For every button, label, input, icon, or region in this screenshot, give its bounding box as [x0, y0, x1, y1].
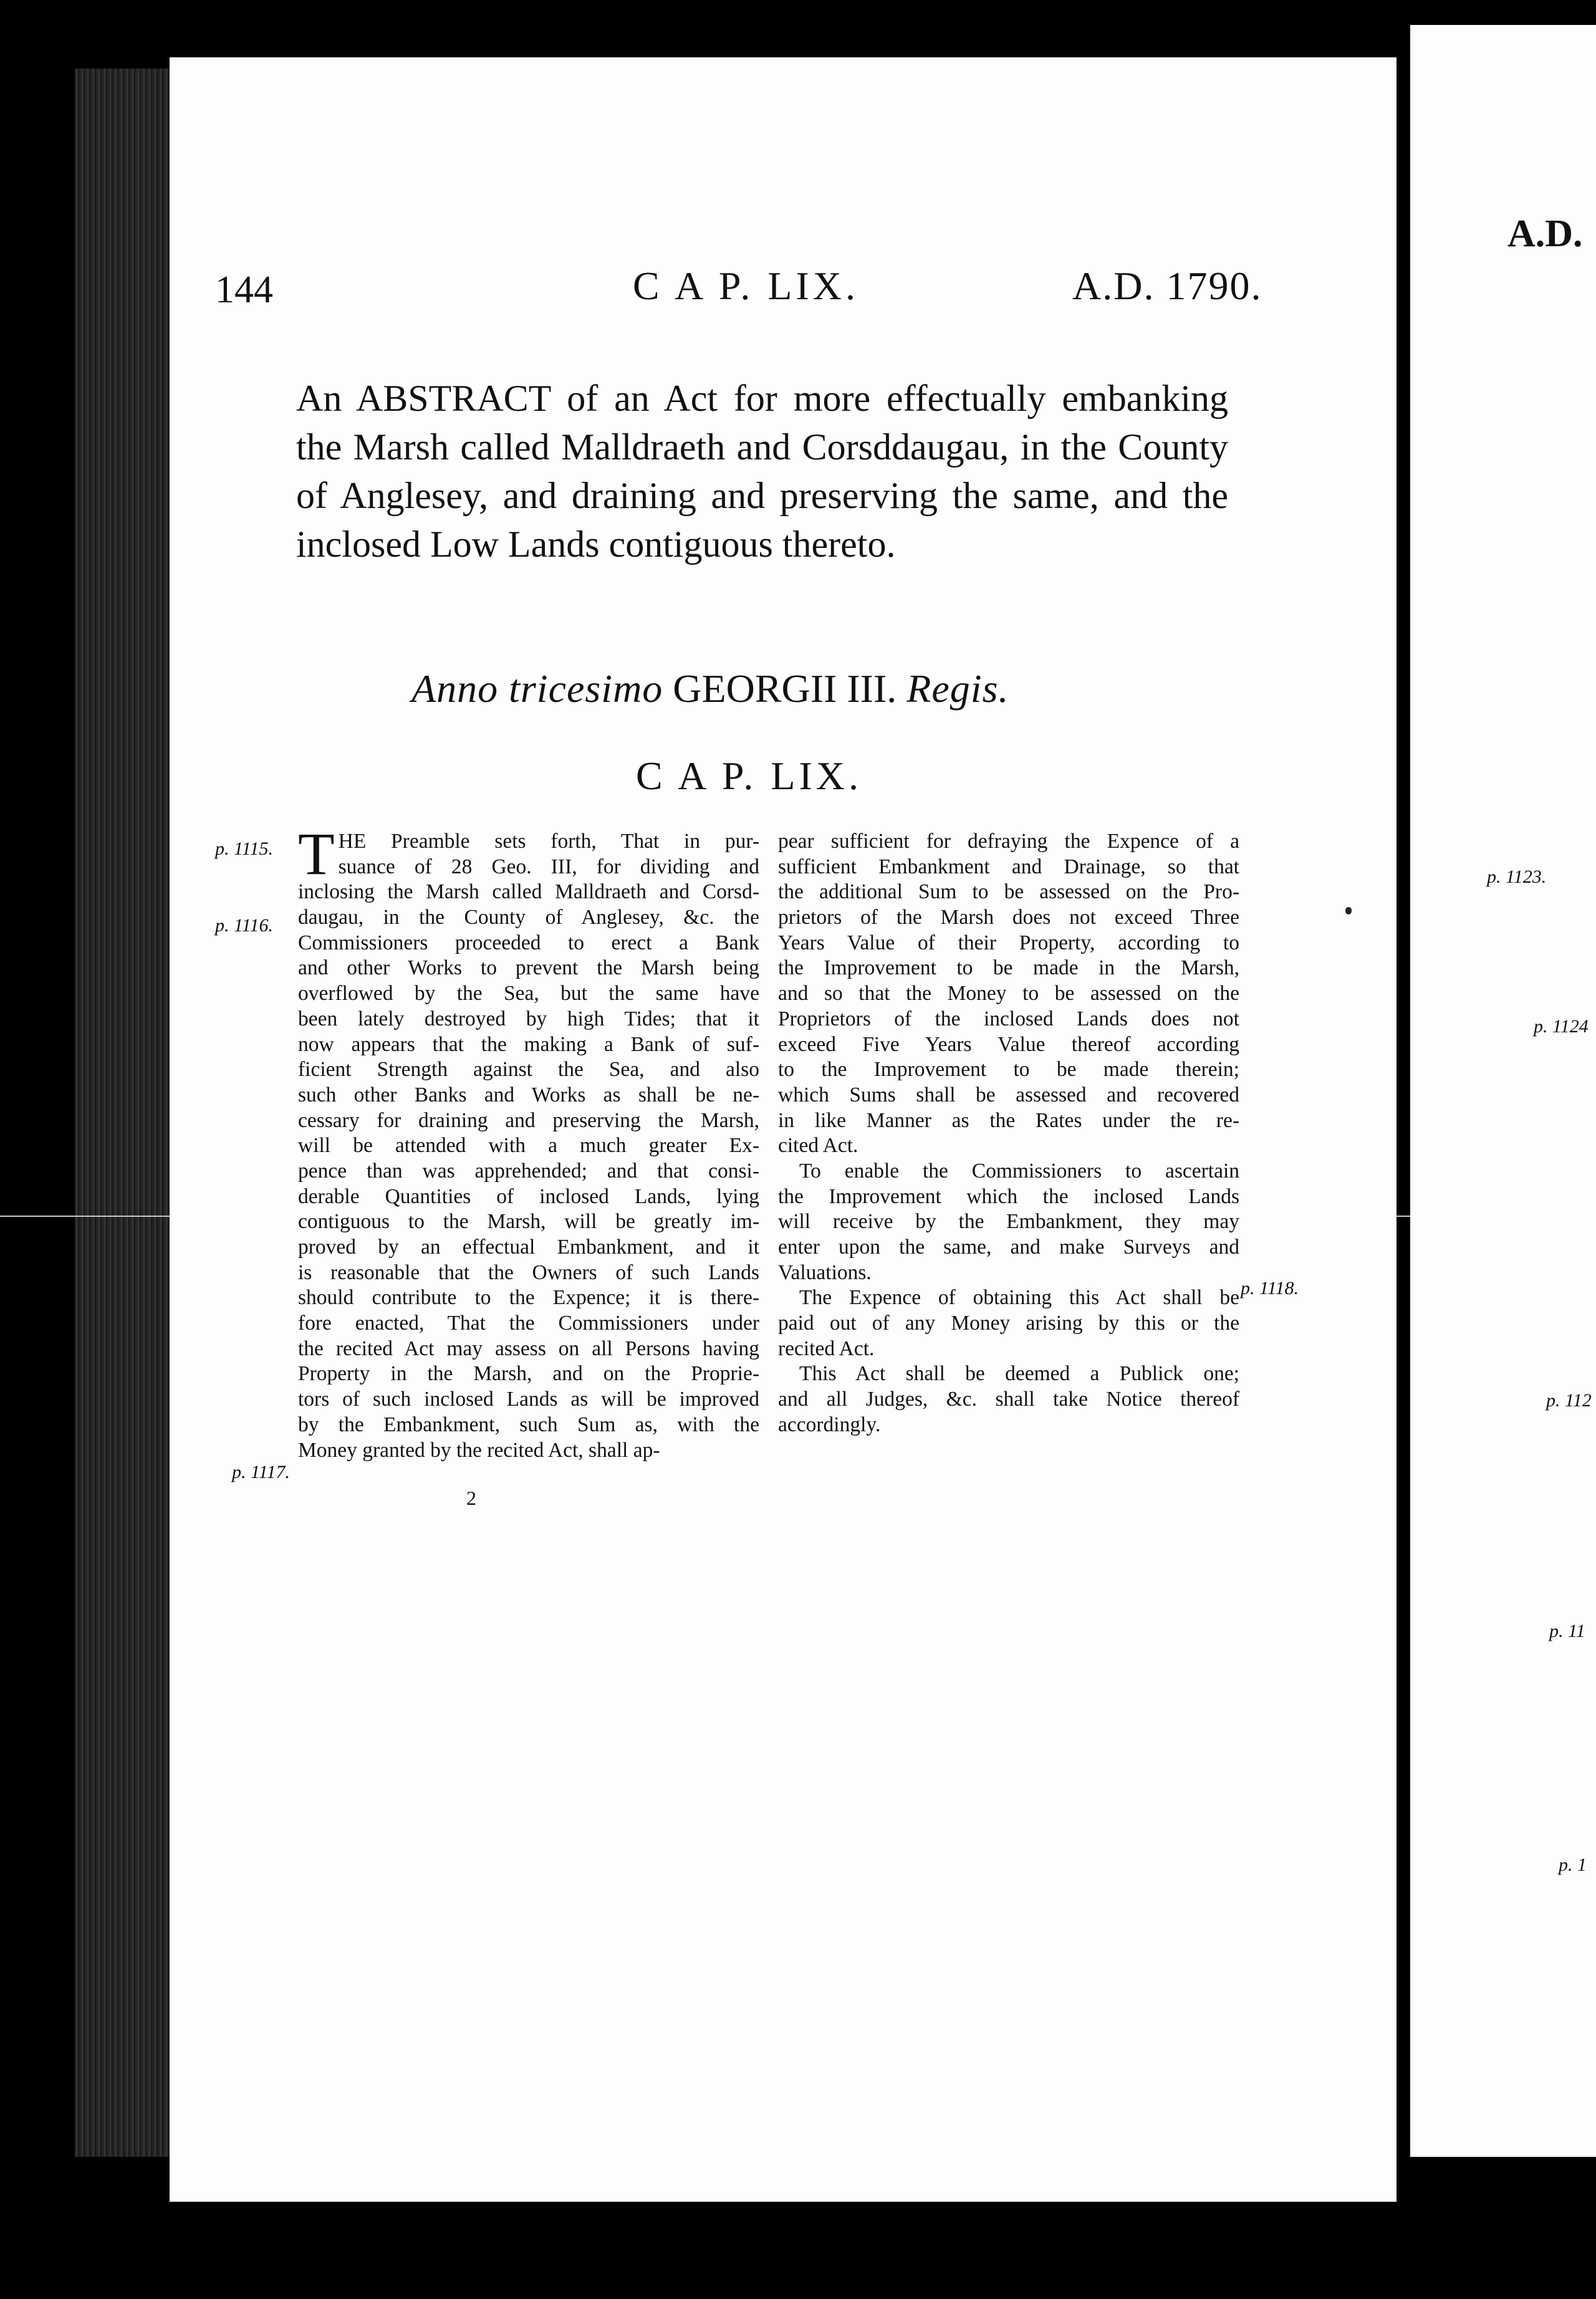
regnal-name: GEORGII III. [673, 666, 897, 711]
text-line: proved by an effectual Embankment, and it [298, 1236, 759, 1259]
text-line: such other Banks and Works as shall be ne- [298, 1083, 759, 1106]
text-line: Commissioners proceeded to erect a Bank [298, 931, 759, 954]
text-line: inclosing the Marsh called Malldraeth and Corsd- [298, 880, 759, 904]
regnal-end: Regis. [906, 666, 1009, 711]
text-line: Money granted by the recited Act, shall ap- [298, 1438, 660, 1462]
ink-spot [1345, 907, 1352, 914]
chapter-heading: C A P. LIX. [636, 754, 862, 798]
text-line: derable Quantities of inclosed Lands, lying [298, 1184, 759, 1208]
regnal-year [411, 666, 1009, 712]
facing-margin-ref: p. 1123. [1487, 866, 1547, 887]
text-line: now appears that the making a Bank of suf- [298, 1032, 759, 1056]
text-line: pence than was apprehended; and that consi- [298, 1159, 759, 1183]
text-line: to the Improvement to be made therein; [778, 1058, 1239, 1082]
text-line: recited Act. [778, 1337, 875, 1360]
text-line: overflowed by the Sea, but the same have [298, 982, 759, 1006]
text-line: the additional Sum to be assessed on the Pro- [778, 880, 1239, 904]
text-line: and all Judges, &c. shall take Notice thereof [778, 1388, 1239, 1411]
text-line: been lately destroyed by high Tides; that it [298, 1007, 759, 1030]
facing-margin-ref: p. 112 [1546, 1390, 1592, 1411]
text-line: daugau, in the County of Anglesey, &c. the [298, 906, 759, 929]
text-line: tors of such inclosed Lands as will be improved [298, 1388, 759, 1411]
text-line: exceed Five Years Value thereof according [778, 1032, 1239, 1056]
text-line: and other Works to prevent the Marsh being [298, 956, 759, 980]
text-line: To enable the Commissioners to ascertain [799, 1159, 1239, 1183]
page-number: 144 [215, 269, 273, 311]
left-column [298, 820, 759, 1463]
text-line: should contribute to the Expence; it is there- [298, 1286, 759, 1310]
text-line: suance of 28 Geo. III, for dividing and [338, 855, 759, 878]
text-line: sufficient Embankment and Drainage, so that [778, 855, 1239, 878]
text-line: Property in the Marsh, and on the Proprie- [298, 1362, 759, 1386]
text-line: in like Manner as the Rates under the re- [778, 1108, 1239, 1132]
catchword: 2 [466, 1487, 476, 1509]
margin-ref: p. 1117. [232, 1462, 291, 1482]
text-line: HE Preamble sets forth, That in pur- [338, 830, 759, 853]
text-line: will receive by the Embankment, they may [778, 1210, 1239, 1234]
facing-running-head: A.D. [1507, 213, 1583, 255]
regnal-italic: Anno tricesimo [411, 666, 663, 711]
margin-ref: p. 1116. [215, 915, 274, 936]
text-line: enter upon the same, and make Surveys and [778, 1236, 1239, 1259]
text-line: prietors of the Marsh does not exceed Three [778, 906, 1239, 929]
text-line: and so that the Money to be assessed on the [778, 982, 1239, 1006]
text-line: by the Embankment, such Sum as, with the [298, 1413, 759, 1436]
text-line: paid out of any Money arising by this or the [778, 1312, 1239, 1335]
act-title: An ABSTRACT of an Act for more effectually embanking the Marsh called Malldraeth and Corsddaugau, in the County of Anglesey, and draining and preserving the same, and the inclosed Low Lands contiguous thereto. [296, 378, 1228, 565]
text-line: which Sums shall be assessed and recovered [778, 1083, 1239, 1106]
text-line: cited Act. [778, 1134, 858, 1158]
text-line: Proprietors of the inclosed Lands does not [778, 1007, 1239, 1030]
margin-ref: p. 1115. [215, 838, 274, 859]
text-line: fore enacted, That the Commissioners under [298, 1312, 759, 1335]
text-line: cessary for draining and preserving the Marsh, [298, 1108, 759, 1132]
facing-margin-ref: p. 1 [1559, 1855, 1587, 1875]
text-line: the Improvement to be made in the Marsh, [778, 956, 1239, 980]
text-line: will be attended with a much greater Ex- [298, 1134, 759, 1158]
book-spine [75, 69, 181, 2157]
text-line: Valuations. [778, 1260, 872, 1284]
year-head: A.D. 1790. [1072, 264, 1262, 308]
gutter-shadow [1396, 0, 1410, 2299]
text-line: pear sufficient for defraying the Expence of a [778, 830, 1239, 853]
text-line: accordingly. [778, 1413, 881, 1436]
text-line: contiguous to the Marsh, will be greatly im- [298, 1210, 759, 1234]
text-line: This Act shall be deemed a Publick one; [799, 1362, 1239, 1386]
facing-page [1410, 25, 1596, 2157]
text-line: The Expence of obtaining this Act shall be [799, 1286, 1239, 1310]
text-line: ficient Strength against the Sea, and also [298, 1058, 759, 1082]
text-line: is reasonable that the Owners of such Lands [298, 1260, 759, 1284]
text-line: the Improvement which the inclosed Lands [778, 1184, 1239, 1208]
right-column [778, 829, 1239, 1438]
drop-cap: T [298, 820, 335, 887]
facing-margin-ref: p. 1124 [1534, 1016, 1589, 1037]
margin-ref: p. 1118. [1241, 1278, 1299, 1298]
text-line: the recited Act may assess on all Persons having [298, 1337, 759, 1360]
text-line: Years Value of their Property, according to [778, 931, 1239, 954]
running-head: C A P. LIX. [633, 264, 859, 308]
facing-margin-ref: p. 11 [1549, 1621, 1585, 1641]
